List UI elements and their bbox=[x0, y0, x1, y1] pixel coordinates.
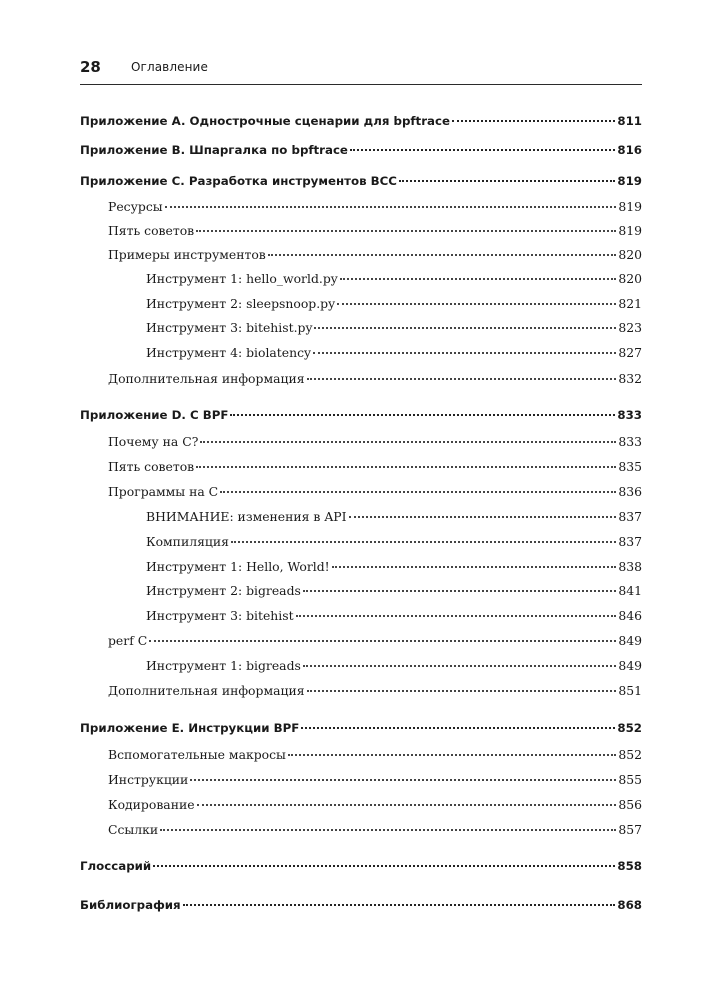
toc-entry-title: Инструкции bbox=[108, 772, 189, 787]
toc-entry-title: Библиография bbox=[80, 898, 181, 912]
toc-entry-title: Вспомогательные макросы bbox=[108, 747, 286, 762]
toc-entry[interactable] bbox=[146, 559, 642, 579]
toc-entry-page: 832 bbox=[618, 371, 642, 386]
toc-entry-page: 835 bbox=[618, 459, 642, 474]
toc-entry-page: 852 bbox=[618, 747, 642, 762]
toc-entry-title: Компиляция bbox=[146, 534, 229, 549]
toc-entry-title: Дополнительная информация bbox=[108, 683, 305, 698]
toc-entry-page: 811 bbox=[617, 114, 642, 128]
dot-leader bbox=[313, 352, 616, 354]
dot-leader bbox=[340, 278, 617, 280]
toc-entry-page: 827 bbox=[618, 345, 642, 360]
dot-leader bbox=[452, 120, 615, 122]
dot-leader bbox=[196, 230, 616, 232]
toc-entry[interactable] bbox=[146, 534, 642, 554]
toc-entry[interactable] bbox=[108, 247, 642, 267]
toc-entry-title: Пять советов bbox=[108, 459, 195, 474]
toc-entry[interactable] bbox=[108, 199, 642, 219]
toc-entry-page: 849 bbox=[618, 658, 642, 673]
dot-leader bbox=[231, 541, 616, 543]
toc-entry[interactable] bbox=[108, 434, 642, 454]
toc-entry-appendix-a[interactable] bbox=[80, 114, 642, 134]
toc-entry-title: Примеры инструментов bbox=[108, 247, 266, 262]
dot-leader bbox=[183, 904, 616, 906]
dot-leader bbox=[307, 378, 617, 380]
toc-entry-title: Приложение E. Инструкции BPF bbox=[80, 721, 300, 735]
toc-entry-page: 851 bbox=[618, 683, 642, 698]
toc-entry-appendix-c[interactable] bbox=[80, 174, 642, 194]
toc-entry-title: Кодирование bbox=[108, 797, 195, 812]
toc-entry-page: 819 bbox=[618, 223, 642, 238]
toc-entry[interactable] bbox=[146, 583, 642, 603]
running-title: Оглавление bbox=[131, 60, 208, 74]
toc-entry-appendix-b[interactable] bbox=[80, 143, 642, 163]
toc-entry-appendix-d[interactable] bbox=[80, 408, 642, 428]
dot-leader bbox=[220, 491, 616, 493]
toc-entry-page: 858 bbox=[617, 859, 642, 873]
toc-entry-title: Инструмент 1: bigreads bbox=[146, 658, 301, 673]
toc-entry-glossary[interactable] bbox=[80, 859, 642, 879]
toc-entry-page: 841 bbox=[618, 583, 642, 598]
dot-leader bbox=[268, 254, 617, 256]
toc-entry-page: 819 bbox=[618, 199, 642, 214]
toc-entry-title: Дополнительная информация bbox=[108, 371, 305, 386]
toc-entry-page: 833 bbox=[617, 408, 642, 422]
dot-leader bbox=[399, 180, 615, 182]
dot-leader bbox=[296, 615, 617, 617]
toc-entry-page: 846 bbox=[618, 608, 642, 623]
toc-entry-title: Глоссарий bbox=[80, 859, 152, 873]
toc-entry-page: 823 bbox=[618, 320, 642, 335]
toc-entry-title: Приложение B. Шпаргалка по bpftrace bbox=[80, 143, 348, 157]
toc-entry-title: Инструмент 3: bitehist bbox=[146, 608, 294, 623]
toc-entry[interactable] bbox=[146, 320, 642, 340]
toc-entry[interactable] bbox=[108, 633, 642, 653]
dot-leader bbox=[350, 149, 615, 151]
toc-entry[interactable] bbox=[108, 822, 642, 842]
dot-leader bbox=[314, 327, 616, 329]
toc-entry-title: Пять советов bbox=[108, 223, 195, 238]
table-of-contents bbox=[80, 0, 642, 1001]
toc-entry[interactable] bbox=[146, 345, 642, 365]
toc-entry[interactable] bbox=[146, 271, 642, 291]
toc-entry-page: 855 bbox=[618, 772, 642, 787]
toc-entry-title: Приложение D. C BPF bbox=[80, 408, 229, 422]
toc-entry-title: Программы на C bbox=[108, 484, 219, 499]
toc-entry[interactable] bbox=[146, 658, 642, 678]
toc-entry-title: Ссылки bbox=[108, 822, 159, 837]
toc-entry-page: 837 bbox=[618, 509, 642, 524]
toc-entry[interactable] bbox=[146, 509, 642, 529]
toc-entry[interactable] bbox=[108, 484, 642, 504]
dot-leader bbox=[301, 727, 615, 729]
dot-leader bbox=[349, 516, 617, 518]
dot-leader bbox=[196, 466, 616, 468]
toc-entry[interactable] bbox=[108, 371, 642, 391]
dot-leader bbox=[197, 804, 617, 806]
toc-entry-title: ВНИМАНИЕ: изменения в API bbox=[146, 509, 347, 524]
dot-leader bbox=[303, 665, 616, 667]
dot-leader bbox=[153, 865, 615, 867]
toc-entry-page: 833 bbox=[618, 434, 642, 449]
dot-leader bbox=[288, 754, 616, 756]
toc-entry-page: 838 bbox=[618, 559, 642, 574]
dot-leader bbox=[149, 640, 616, 642]
dot-leader bbox=[332, 566, 617, 568]
toc-entry-title: Инструмент 1: hello_world.py bbox=[146, 271, 338, 286]
toc-entry-title: Почему на C? bbox=[108, 434, 199, 449]
toc-entry[interactable] bbox=[108, 747, 642, 767]
toc-entry-appendix-e[interactable] bbox=[80, 721, 642, 741]
toc-entry-title: Ресурсы bbox=[108, 199, 163, 214]
dot-leader bbox=[190, 779, 616, 781]
dot-leader bbox=[165, 206, 617, 208]
toc-entry-title: Инструмент 1: Hello, World! bbox=[146, 559, 330, 574]
dot-leader bbox=[307, 690, 617, 692]
toc-entry-page: 857 bbox=[618, 822, 642, 837]
dot-leader bbox=[160, 829, 616, 831]
toc-entry-page: 849 bbox=[618, 633, 642, 648]
toc-entry-title: Инструмент 3: bitehist.py bbox=[146, 320, 313, 335]
toc-entry[interactable] bbox=[146, 296, 642, 316]
toc-entry-title: Инструмент 2: bigreads bbox=[146, 583, 301, 598]
dot-leader bbox=[230, 414, 615, 416]
dot-leader bbox=[200, 441, 616, 443]
toc-entry-page: 837 bbox=[618, 534, 642, 549]
toc-entry-title: Приложение C. Разработка инструментов BCC bbox=[80, 174, 397, 188]
toc-entry-page: 819 bbox=[617, 174, 642, 188]
page-number: 28 bbox=[80, 58, 101, 76]
toc-entry-page: 816 bbox=[617, 143, 642, 157]
toc-entry[interactable] bbox=[108, 772, 642, 792]
toc-entry[interactable] bbox=[146, 608, 642, 628]
dot-leader bbox=[337, 303, 616, 305]
toc-entry-page: 852 bbox=[617, 721, 642, 735]
toc-entry-title: Приложение A. Однострочные сценарии для bpftrace bbox=[80, 114, 450, 128]
toc-entry[interactable] bbox=[108, 223, 642, 243]
toc-entry-page: 868 bbox=[617, 898, 642, 912]
toc-entry-title: Инструмент 2: sleepsnoop.py bbox=[146, 296, 336, 311]
toc-entry-page: 820 bbox=[618, 247, 642, 262]
toc-entry-page: 836 bbox=[618, 484, 642, 499]
toc-entry-page: 856 bbox=[618, 797, 642, 812]
toc-entry-title: perf C bbox=[108, 633, 148, 648]
toc-entry-bibliography[interactable] bbox=[80, 898, 642, 918]
dot-leader bbox=[303, 590, 616, 592]
toc-entry-title: Инструмент 4: biolatency bbox=[146, 345, 312, 360]
toc-entry[interactable] bbox=[108, 683, 642, 703]
toc-entry[interactable] bbox=[108, 459, 642, 479]
toc-entry[interactable] bbox=[108, 797, 642, 817]
toc-entry-page: 821 bbox=[618, 296, 642, 311]
toc-entry-page: 820 bbox=[618, 271, 642, 286]
